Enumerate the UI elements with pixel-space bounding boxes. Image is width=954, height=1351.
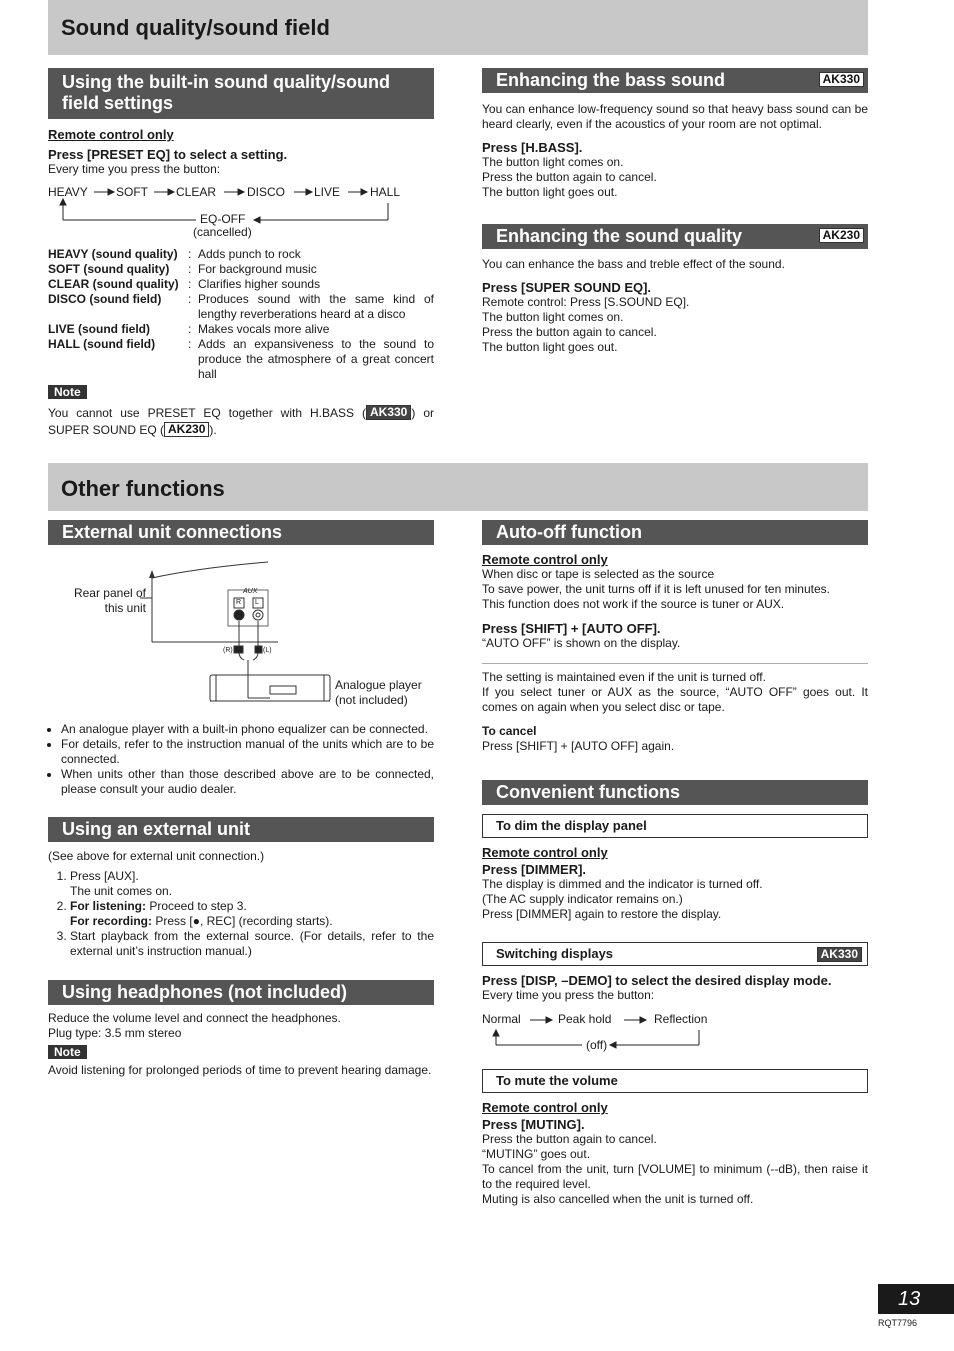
step-label: For recording: <box>70 914 153 928</box>
def-desc: Produces sound with the same kind of lengthy reverberations heard at a disco <box>198 292 434 321</box>
note-part: ). <box>209 423 217 437</box>
model-tag: AK330 <box>819 72 864 87</box>
step-text: Press [AUX]. <box>70 869 139 883</box>
mode-off: (off) <box>586 1038 608 1052</box>
def-term: SOFT (sound quality) <box>48 262 170 276</box>
bass-line: The button light comes on. <box>482 155 624 169</box>
autooff-shown: “AUTO OFF” is shown on the display. <box>482 636 681 650</box>
rear-panel-label: Rear panel of this unit <box>73 586 146 615</box>
def-desc: Clarifies higher sounds <box>198 277 321 291</box>
bullet-item: • An analogue player with a built-in phono equalizer can be connected. <box>61 722 434 737</box>
step-item: 3. Start playback from the external source. (For details, refer to the external unit’s instruction manual.) <box>70 929 434 959</box>
autooff-line: This function does not work if the source is tuner or AUX. <box>482 597 785 611</box>
press-super-sound: Press [SUPER SOUND EQ]. <box>482 280 652 295</box>
every-time-text: Every time you press the button: <box>48 162 221 176</box>
box-dim-display <box>482 814 868 838</box>
switch-every-time: Every time you press the button: <box>482 988 655 1002</box>
step-item <box>70 899 434 929</box>
headphones-note: Avoid listening for prolonged periods of time to prevent hearing damage. <box>48 1063 432 1077</box>
quality-line: The button light comes on. <box>482 310 624 324</box>
remote-only-label: Remote control only <box>482 552 608 567</box>
quality-line: Press the button again to cancel. <box>482 325 657 339</box>
quality-line: Remote control: Press [S.SOUND EQ]. <box>482 295 690 309</box>
mute-line: Press the button again to cancel. <box>482 1132 657 1146</box>
def-row: DISCO (sound field) : Produces sound with the same kind of lengthy reverberations heard at a disco <box>48 292 434 321</box>
bass-intro: You can enhance low-frequency sound so that heavy bass sound can be heard clearly, even if the acoustics of your room are not optimal. <box>482 102 868 131</box>
steps-list <box>48 869 434 959</box>
def-row: HALL (sound field) : Adds an expansiveness to the sound to produce the atmosphere of a great concert hall <box>48 337 434 381</box>
subheading-external-connections <box>48 520 434 545</box>
headphones-line: Plug type: 3.5 mm stereo <box>48 1026 182 1040</box>
see-above-text: (See above for external unit connection.) <box>48 849 265 863</box>
r-jack-label: R <box>236 599 242 606</box>
step-item <box>70 869 434 899</box>
subheading-external-connections-text: External unit connections <box>62 522 283 542</box>
eq-hall: HALL <box>370 185 401 199</box>
remote-only-label: Remote control only <box>482 845 608 860</box>
section-title-other: Other functions <box>61 476 225 501</box>
def-row: HEAVY (sound quality) : Adds punch to rock <box>48 247 434 262</box>
dim-line: The display is dimmed and the indicator is turned off. <box>482 877 763 891</box>
press-hbass: Press [H.BASS]. <box>482 140 583 155</box>
def-row: SOFT (sound quality) : For background music <box>48 262 434 277</box>
builtin-note <box>48 385 434 439</box>
subheading-builtin <box>48 68 434 119</box>
dim-body <box>482 845 868 922</box>
subheading-bass <box>482 68 868 93</box>
subheading-bass-text: Enhancing the bass sound <box>496 70 726 90</box>
document-code: RQT7796 <box>878 1318 918 1328</box>
def-desc: Adds an expansiveness to the sound to produce the atmosphere of a great concert hall <box>198 337 434 381</box>
bullet-item: • For details, refer to the instruction manual of the units which are to be connected. <box>61 737 434 767</box>
subheading-convenient-text: Convenient functions <box>496 782 680 802</box>
press-preset-eq: Press [PRESET EQ] to select a setting. <box>48 147 288 162</box>
subheading-autooff-text: Auto-off function <box>496 522 642 542</box>
def-row: LIVE (sound field) : Makes vocals more alive <box>48 322 434 337</box>
autooff-body <box>482 552 868 754</box>
section-title-sound: Sound quality/sound field <box>61 15 330 40</box>
quality-line: The button light goes out. <box>482 340 618 354</box>
subheading-quality <box>482 224 868 249</box>
model-tag: AK230 <box>164 422 209 437</box>
section-band-sound <box>48 0 868 55</box>
aux-label: AUX <box>243 588 258 595</box>
divider <box>482 663 868 664</box>
def-term: CLEAR (sound quality) <box>48 277 179 291</box>
headphones-line: Reduce the volume level and connect the headphones. <box>48 1011 341 1025</box>
subheading-external-unit <box>48 817 434 842</box>
step-text: Press [●, REC] (recording starts). <box>152 914 333 928</box>
l-jack-label: L <box>255 599 259 606</box>
def-term: HEAVY (sound quality) <box>48 247 178 261</box>
subheading-autooff <box>482 520 868 545</box>
autooff-if-select: If you select tuner or AUX as the source, “AUTO OFF” goes out. It comes on again when you select disc or tape. <box>482 685 868 714</box>
eq-clear: CLEAR <box>176 185 217 199</box>
remote-only-label: Remote control only <box>482 1100 608 1115</box>
def-row: CLEAR (sound quality) : Clarifies higher sounds <box>48 277 434 292</box>
connection-diagram <box>48 560 434 710</box>
autooff-line: When disc or tape is selected as the source <box>482 567 715 581</box>
subheading-headphones <box>48 980 434 1005</box>
eq-sequence-diagram <box>48 183 428 241</box>
mode-peak-hold: Peak hold <box>558 1012 612 1026</box>
mode-normal: Normal <box>482 1012 521 1026</box>
def-term: HALL (sound field) <box>48 337 156 351</box>
press-muting: Press [MUTING]. <box>482 1117 585 1132</box>
note-part: ) or SUPER SOUND EQ ( <box>48 406 434 437</box>
note-part: You cannot use PRESET EQ together with H.BASS ( <box>48 406 366 420</box>
eq-heavy: HEAVY <box>48 185 88 199</box>
eq-soft: SOFT <box>116 185 148 199</box>
press-dimmer: Press [DIMMER]. <box>482 862 587 877</box>
r-plug-label: (R) <box>223 647 233 654</box>
model-tag: AK230 <box>819 228 864 243</box>
model-tag: AK330 <box>366 405 411 420</box>
section-band-other <box>48 463 868 511</box>
step-label: For listening: <box>70 899 146 913</box>
bullet-list <box>48 722 434 797</box>
eq-definitions <box>48 247 434 382</box>
switch-body <box>482 973 868 1003</box>
display-sequence-arrows <box>482 1012 782 1056</box>
def-desc: Adds punch to rock <box>198 247 301 261</box>
dim-line: Press [DIMMER] again to restore the display. <box>482 907 722 921</box>
subheading-quality-text: Enhancing the sound quality <box>496 226 743 246</box>
cancel-press: Press [SHIFT] + [AUTO OFF] again. <box>482 739 675 753</box>
press-disp-demo: Press [DISP, –DEMO] to select the desired display mode. <box>482 973 832 988</box>
autooff-maintained: The setting is maintained even if the unit is turned off. <box>482 670 766 684</box>
eq-live: LIVE <box>314 185 341 199</box>
quality-intro: You can enhance the bass and treble effect of the sound. <box>482 257 785 271</box>
model-tag: AK330 <box>817 947 862 962</box>
def-term: DISCO (sound field) <box>48 292 162 306</box>
subheading-builtin-text: Using the built-in sound quality/sound field settings <box>62 72 390 113</box>
box-dim-display-text: To dim the display panel <box>496 818 647 833</box>
def-desc: For background music <box>198 262 317 276</box>
bass-line: Press the button again to cancel. <box>482 170 657 184</box>
box-switching-displays <box>482 942 868 966</box>
note-badge: Note <box>48 385 87 399</box>
subheading-convenient <box>482 780 868 805</box>
def-desc: Makes vocals more alive <box>198 322 330 336</box>
remote-only-label: Remote control only <box>48 127 174 142</box>
eq-disco: DISCO <box>247 185 286 199</box>
eq-cancelled-label: (cancelled) <box>193 225 252 239</box>
def-term: LIVE (sound field) <box>48 322 150 336</box>
mute-line: “MUTING” goes out. <box>482 1147 591 1161</box>
quality-body <box>482 257 868 355</box>
autooff-line: To save power, the unit turns off if it is left unused for ten minutes. <box>482 582 830 596</box>
box-mute-volume <box>482 1069 868 1093</box>
headphones-body <box>48 1011 434 1078</box>
box-mute-volume-text: To mute the volume <box>496 1073 618 1088</box>
external-unit-body <box>48 849 434 959</box>
dim-line: (The AC supply indicator remains on.) <box>482 892 683 906</box>
page-number: 13 <box>878 1284 954 1314</box>
display-sequence-diagram <box>482 1012 782 1056</box>
subheading-external-unit-text: Using an external unit <box>62 819 251 839</box>
press-auto-off: Press [SHIFT] + [AUTO OFF]. <box>482 621 661 636</box>
analogue-player-label: Analogue player (not included) <box>335 678 422 707</box>
subheading-headphones-text: Using headphones (not included) <box>62 982 347 1002</box>
mute-line: To cancel from the unit, turn [VOLUME] to minimum (--dB), then raise it to the required level. <box>482 1162 868 1191</box>
bullet-item: • When units other than those described above are to be connected, please consult your audio dealer. <box>61 767 434 797</box>
note-text <box>48 405 434 439</box>
bass-line: The button light goes out. <box>482 185 618 199</box>
eq-off-label: EQ-OFF <box>200 212 246 226</box>
step-text: Proceed to step 3. <box>146 899 247 913</box>
connection-bullets <box>48 722 434 797</box>
step-text: The unit comes on. <box>70 884 173 898</box>
l-plug-label: (L) <box>263 647 272 654</box>
note-badge: Note <box>48 1045 87 1059</box>
mute-body <box>482 1100 868 1207</box>
mode-reflection: Reflection <box>654 1012 708 1026</box>
mute-line: Muting is also cancelled when the unit is turned off. <box>482 1192 754 1206</box>
to-cancel-label: To cancel <box>482 724 537 738</box>
builtin-body <box>48 127 434 177</box>
bass-body <box>482 102 868 200</box>
box-switching-displays-text: Switching displays <box>496 946 614 961</box>
